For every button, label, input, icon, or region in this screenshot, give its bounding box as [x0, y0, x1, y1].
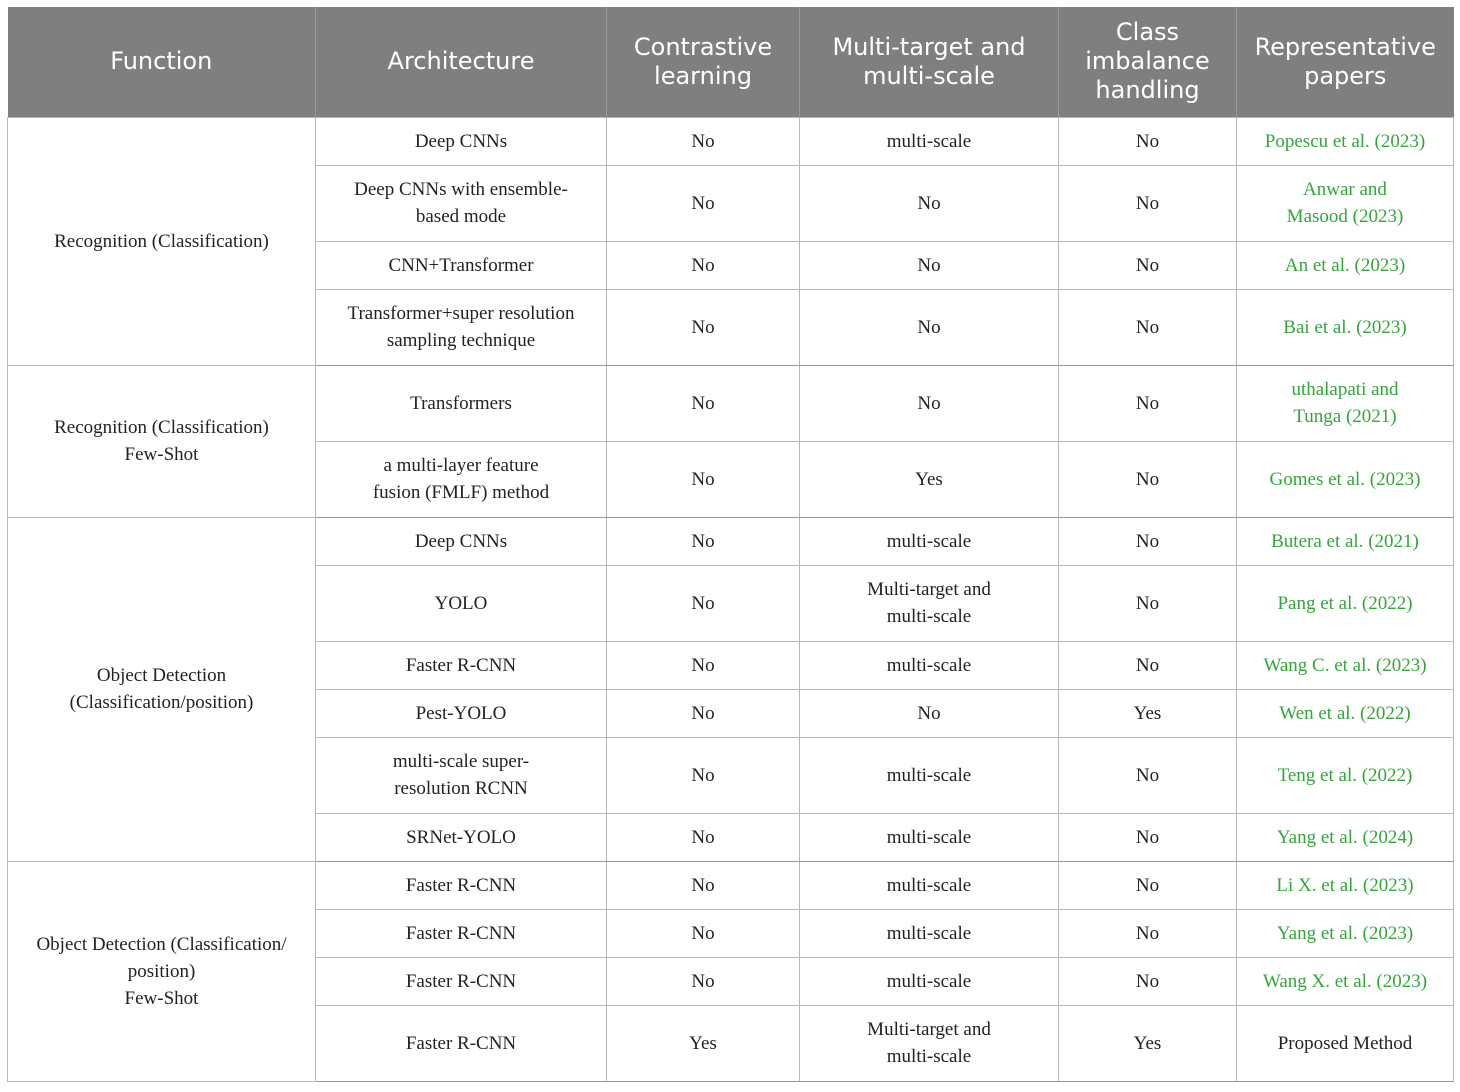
comparison-table-container [7, 7, 1453, 1082]
header-representative-papers [1237, 7, 1454, 117]
header-architecture-text: Architecture [387, 47, 535, 76]
reference-link[interactable] [1237, 909, 1454, 957]
reference-link-text: Wang X. et al. (2023) [1262, 970, 1428, 992]
contrastive-learning-cell: No [607, 289, 800, 365]
table-row [8, 365, 1454, 441]
reference-link[interactable] [1237, 861, 1454, 909]
function-label: (Classification/position) [69, 692, 254, 713]
contrastive-learning-cell: No [607, 641, 800, 689]
multi-target-cell [800, 641, 1059, 689]
multi-target-cell [800, 957, 1059, 1005]
architecture-cell [316, 241, 607, 289]
multi-target-label: No [917, 192, 941, 214]
header-contrastive-line: Contrastive [633, 32, 773, 61]
architecture-label: Transformers [410, 392, 512, 414]
multi-target-label: No [917, 392, 941, 414]
class-imbalance-cell: No [1059, 365, 1237, 441]
contrastive-learning-cell: No [607, 441, 800, 517]
multi-target-label: Yes [915, 468, 943, 490]
architecture-label: fusion (FMLF) method [372, 482, 550, 503]
table-row [8, 517, 1454, 565]
architecture-label: YOLO [434, 592, 488, 614]
class-imbalance-cell: No [1059, 517, 1237, 565]
reference-link-text: Tunga (2021) [1293, 406, 1397, 427]
contrastive-learning-cell: Yes [607, 1005, 800, 1081]
multi-target-label: multi-scale [886, 654, 972, 676]
reference-link-text: Butera et al. (2021) [1271, 530, 1419, 552]
multi-target-cell [800, 165, 1059, 241]
contrastive-learning-cell: No [607, 165, 800, 241]
architecture-label: SRNet-YOLO [406, 826, 516, 848]
architecture-label: Transformer+super resolution [347, 303, 575, 324]
class-imbalance-cell: No [1059, 241, 1237, 289]
class-imbalance-cell: No [1059, 165, 1237, 241]
function-label: Recognition (Classification) [54, 230, 269, 252]
header-contrastive-learning [607, 7, 800, 117]
architecture-label: multi-scale super- [392, 751, 530, 772]
contrastive-learning-cell: No [607, 813, 800, 861]
multi-target-cell [800, 689, 1059, 737]
header-multi-target-line: multi-scale [863, 61, 995, 90]
reference-link-text: Wang C. et al. (2023) [1263, 654, 1427, 676]
header-papers-line: Representative [1254, 32, 1436, 61]
class-imbalance-cell: No [1059, 117, 1237, 165]
architecture-label: Faster R-CNN [405, 874, 517, 896]
reference-link-text: Yang et al. (2024) [1276, 826, 1414, 848]
multi-target-cell [800, 1005, 1059, 1081]
multi-target-cell [800, 441, 1059, 517]
class-imbalance-cell: No [1059, 861, 1237, 909]
table-body [8, 117, 1454, 1081]
reference-link[interactable] [1237, 957, 1454, 1005]
architecture-label: Deep CNNs with ensemble- [354, 179, 568, 200]
class-imbalance-cell: Yes [1059, 689, 1237, 737]
class-imbalance-cell: No [1059, 441, 1237, 517]
contrastive-learning-cell: No [607, 689, 800, 737]
header-function [8, 7, 316, 117]
multi-target-cell [800, 813, 1059, 861]
class-imbalance-cell: No [1059, 737, 1237, 813]
function-cell [8, 517, 316, 861]
architecture-cell [316, 689, 607, 737]
architecture-cell [316, 737, 607, 813]
reference-link[interactable] [1237, 165, 1454, 241]
architecture-cell [316, 909, 607, 957]
table-row [8, 117, 1454, 165]
reference-link[interactable] [1237, 813, 1454, 861]
function-label: Object Detection [96, 665, 227, 686]
multi-target-cell [800, 861, 1059, 909]
reference-link-text: Li X. et al. (2023) [1276, 874, 1414, 896]
architecture-cell [316, 165, 607, 241]
class-imbalance-cell: No [1059, 909, 1237, 957]
multi-target-label: multi-scale [886, 130, 972, 152]
multi-target-cell [800, 365, 1059, 441]
header-papers-line: papers [1304, 61, 1387, 90]
comparison-table [7, 7, 1454, 1082]
table-row [8, 861, 1454, 909]
architecture-label: based mode [415, 206, 507, 227]
reference-link-text: Anwar and [1303, 179, 1387, 200]
multi-target-label: No [917, 316, 941, 338]
architecture-cell [316, 289, 607, 365]
multi-target-label: Multi-target and [867, 1019, 991, 1040]
multi-target-label: multi-scale [886, 606, 972, 627]
reference-link[interactable] [1237, 441, 1454, 517]
contrastive-learning-cell: No [607, 517, 800, 565]
contrastive-learning-cell: No [607, 565, 800, 641]
header-architecture [316, 7, 607, 117]
reference-link[interactable] [1237, 117, 1454, 165]
header-class-imbalance-line: imbalance [1085, 47, 1210, 76]
multi-target-label: multi-scale [886, 530, 972, 552]
proposed-method-cell [1237, 1005, 1454, 1081]
multi-target-label: No [917, 254, 941, 276]
function-cell [8, 117, 316, 365]
contrastive-learning-cell: No [607, 365, 800, 441]
reference-link-text: Pang et al. (2022) [1277, 592, 1413, 614]
architecture-cell [316, 861, 607, 909]
class-imbalance-cell: No [1059, 289, 1237, 365]
header-class-imbalance-line: handling [1095, 76, 1200, 105]
reference-link-text: uthalapati and [1291, 379, 1399, 400]
multi-target-cell [800, 737, 1059, 813]
architecture-label: Faster R-CNN [405, 922, 517, 944]
architecture-cell [316, 813, 607, 861]
function-cell [8, 365, 316, 517]
multi-target-label: Multi-target and [867, 579, 991, 600]
function-label: Object Detection (Classification/ [36, 933, 287, 955]
multi-target-label: multi-scale [886, 874, 972, 896]
reference-link-text: An et al. (2023) [1284, 254, 1406, 276]
class-imbalance-cell: No [1059, 957, 1237, 1005]
reference-link-text: Wen et al. (2022) [1279, 702, 1411, 724]
reference-link[interactable] [1237, 689, 1454, 737]
reference-link[interactable] [1237, 565, 1454, 641]
architecture-label: a multi-layer feature [383, 455, 539, 476]
architecture-label: Faster R-CNN [405, 1032, 517, 1054]
header-multi-target [800, 7, 1059, 117]
reference-link-text: Bai et al. (2023) [1283, 316, 1407, 338]
multi-target-label: multi-scale [886, 970, 972, 992]
reference-link-text: Masood (2023) [1286, 206, 1404, 227]
header-multi-target-line: Multi-target and [832, 32, 1026, 61]
contrastive-learning-cell: No [607, 909, 800, 957]
class-imbalance-cell: No [1059, 813, 1237, 861]
reference-link[interactable] [1237, 365, 1454, 441]
reference-link[interactable] [1237, 289, 1454, 365]
architecture-cell [316, 565, 607, 641]
reference-link-text: Yang et al. (2023) [1276, 922, 1414, 944]
class-imbalance-cell: No [1059, 565, 1237, 641]
multi-target-cell [800, 565, 1059, 641]
reference-link[interactable] [1237, 241, 1454, 289]
architecture-label: sampling technique [386, 330, 536, 351]
multi-target-cell [800, 909, 1059, 957]
contrastive-learning-cell: No [607, 957, 800, 1005]
architecture-label: resolution RCNN [394, 778, 528, 799]
function-label: Few-Shot [124, 987, 199, 1009]
multi-target-cell [800, 517, 1059, 565]
contrastive-learning-cell: No [607, 241, 800, 289]
architecture-cell [316, 517, 607, 565]
proposed-method-label: Proposed Method [1277, 1032, 1413, 1054]
function-label: Few-Shot [124, 444, 199, 465]
header-class-imbalance-line: Class [1115, 18, 1180, 47]
reference-link[interactable] [1237, 517, 1454, 565]
function-label: position) [127, 960, 196, 982]
reference-link-text: Teng et al. (2022) [1277, 764, 1413, 786]
class-imbalance-cell: No [1059, 641, 1237, 689]
architecture-cell [316, 441, 607, 517]
header-row [8, 7, 1454, 117]
architecture-label: Deep CNNs [414, 130, 508, 152]
contrastive-learning-cell: No [607, 117, 800, 165]
multi-target-label: multi-scale [886, 764, 972, 786]
contrastive-learning-cell: No [607, 861, 800, 909]
architecture-cell [316, 957, 607, 1005]
function-cell [8, 861, 316, 1081]
multi-target-label: multi-scale [886, 922, 972, 944]
multi-target-label: multi-scale [886, 826, 972, 848]
multi-target-label: multi-scale [886, 1046, 972, 1067]
architecture-cell [316, 365, 607, 441]
table-header [8, 7, 1454, 117]
reference-link[interactable] [1237, 641, 1454, 689]
architecture-label: Pest-YOLO [415, 702, 507, 724]
multi-target-label: No [917, 702, 941, 724]
reference-link-text: Popescu et al. (2023) [1264, 130, 1426, 152]
architecture-label: CNN+Transformer [388, 254, 534, 276]
class-imbalance-cell: Yes [1059, 1005, 1237, 1081]
architecture-cell [316, 641, 607, 689]
reference-link-text: Gomes et al. (2023) [1269, 468, 1421, 490]
multi-target-cell [800, 117, 1059, 165]
header-contrastive-line: learning [654, 61, 752, 90]
multi-target-cell [800, 241, 1059, 289]
contrastive-learning-cell: No [607, 737, 800, 813]
header-class-imbalance [1059, 7, 1237, 117]
multi-target-cell [800, 289, 1059, 365]
header-function-text: Function [110, 47, 213, 76]
function-label: Recognition (Classification) [54, 417, 269, 438]
reference-link[interactable] [1237, 737, 1454, 813]
architecture-cell [316, 1005, 607, 1081]
architecture-cell [316, 117, 607, 165]
architecture-label: Faster R-CNN [405, 970, 517, 992]
architecture-label: Faster R-CNN [405, 654, 517, 676]
architecture-label: Deep CNNs [414, 530, 508, 552]
